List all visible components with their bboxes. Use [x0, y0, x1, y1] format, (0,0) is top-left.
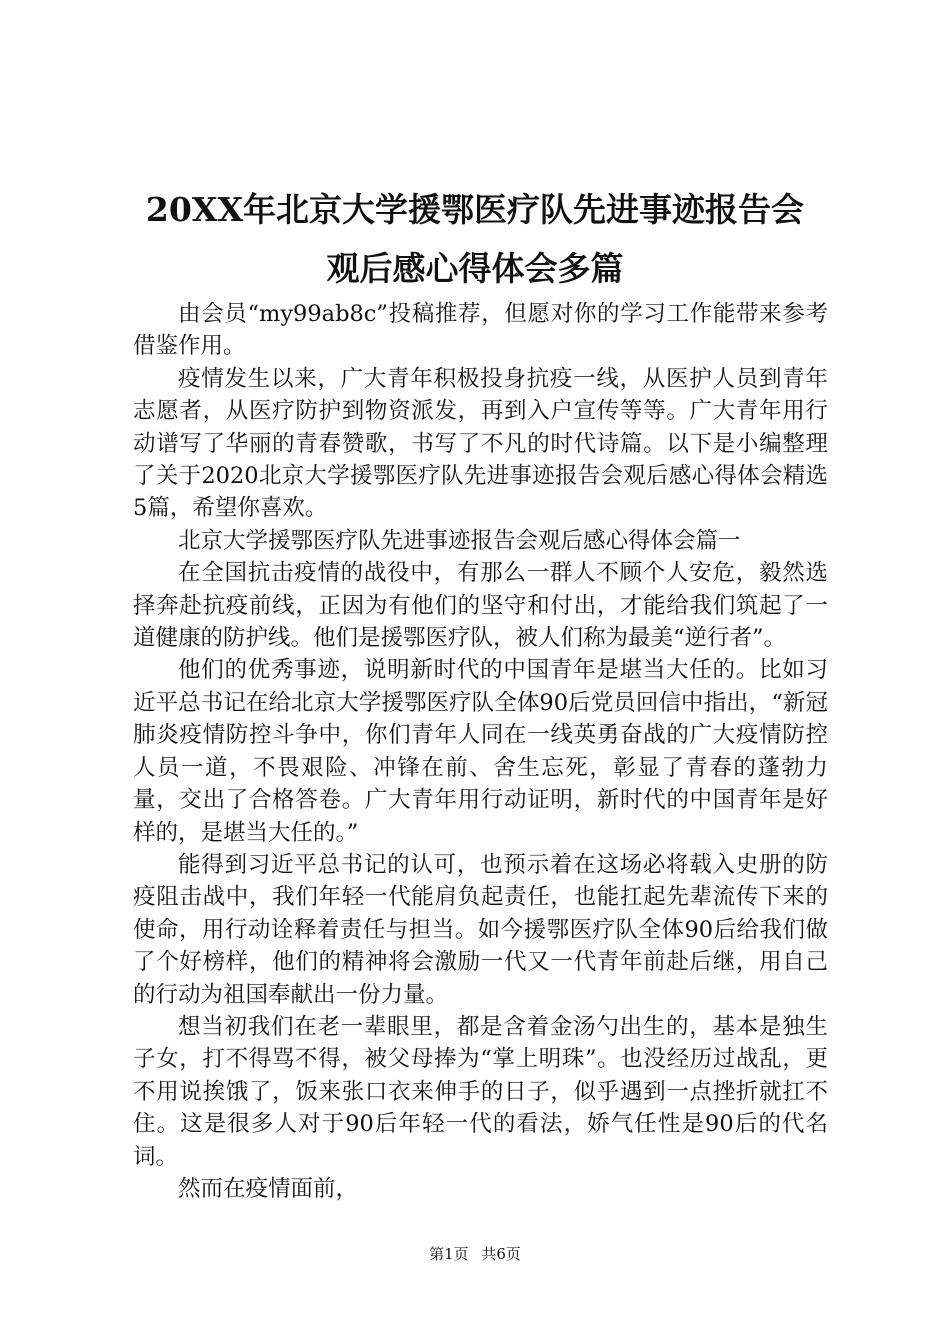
paragraph: 他们的优秀事迹，说明新时代的中国青年是堪当大任的。比如习近平总书记在给北京大学援鄂医疗队全体90后党员回信中指出，“新冠肺炎疫情防控斗争中，你们青年人同在一线英勇奋战的广大疫情防控人员一道，不畏艰险、冲锋在前、舍生忘死，彰显了青春的蓬勃力量，交出了合格答卷。广大青年用行动证明，新时代的中国青年是好样的，是堪当大任的。”: [133, 657, 828, 846]
paragraph: 然而在疫情面前，: [178, 1175, 359, 1202]
page-footer: [0, 1244, 950, 1264]
paragraph-author-note: 由会员“my99ab8c”投稿推荐，但愿对你的学习工作能带来参考借鉴作用。: [133, 301, 828, 360]
paragraph-intro: 疫情发生以来，广大青年积极投身抗疫一线，从医护人员到青年志愿者，从医疗防护到物资派发，再到入户宣传等等。广大青年用行动谱写了华丽的青春赞歌，书写了不凡的时代诗篇。以下是小编整理了关于2020北京大学援鄂医疗队先进事迹报告会观后感心得体会精选5篇，希望你喜欢。: [133, 365, 828, 522]
document-title-line-2: 观后感心得体会多篇: [326, 249, 624, 288]
paragraph: 在全国抗击疫情的战役中，有那么一群人不顾个人安危，毅然选择奔赴抗疫前线，正因为有他们的坚守和付出，才能给我们筑起了一道健康的防护线。他们是援鄂医疗队，被人们称为最美“逆行者”。: [133, 560, 828, 652]
paragraph: 想当初我们在老一辈眼里，都是含着金汤勺出生的，基本是独生子女，打不得骂不得，被父母捧为“掌上明珠”。也没经历过战乱，更不用说挨饿了，饭来张口衣来伸手的日子，似乎遇到一点挫折就扛不住。这是很多人对于90后年轻一代的看法，娇气任性是90后的代名词。: [133, 1013, 828, 1170]
document-title-line-1: 20XX年北京大学援鄂医疗队先进事迹报告会: [145, 190, 805, 229]
document-body: [133, 298, 828, 1205]
paragraph: 能得到习近平总书记的认可，也预示着在这场必将载入史册的防疫阻击战中，我们年轻一代能肩负起责任，也能扛起先辈流传下来的使命，用行动诠释着责任与担当。如今援鄂医疗队全体90后给我们做了个好榜样，他们的精神将会激励一代又一代青年前赴后继，用自己的行动为祖国奉献出一份力量。: [133, 851, 828, 1008]
page-number: 第1页: [429, 1245, 469, 1263]
section-heading-part-1: 北京大学援鄂医疗队先进事迹报告会观后感心得体会篇一: [178, 527, 741, 554]
page-total: 共6页: [481, 1245, 521, 1263]
